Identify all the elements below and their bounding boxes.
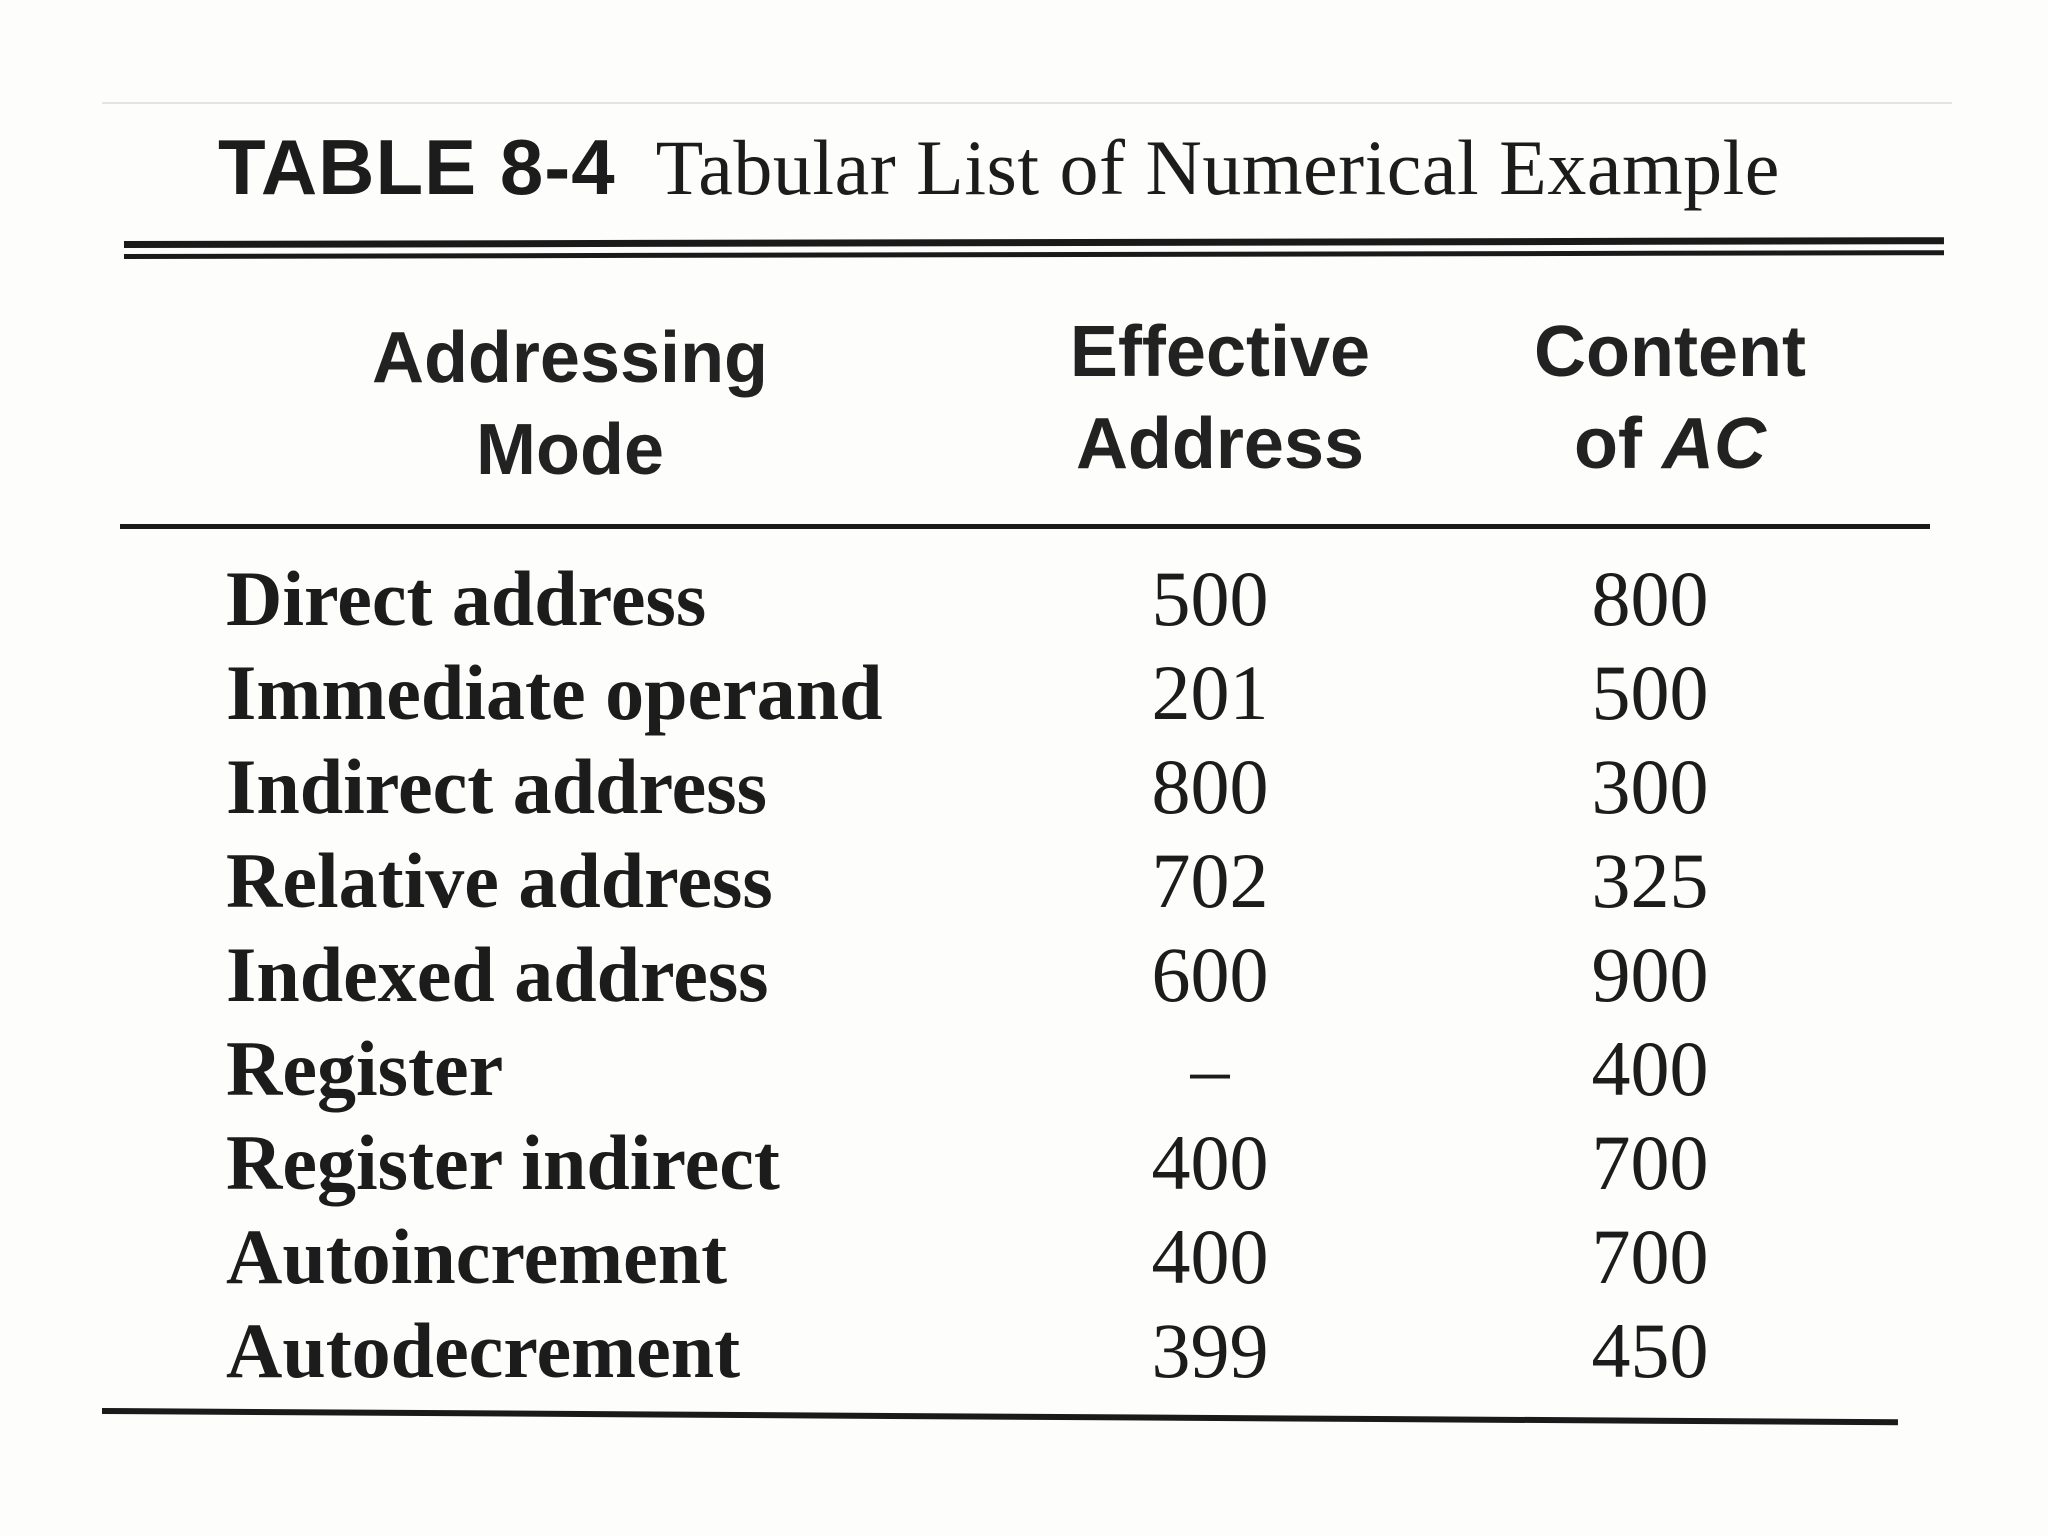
table-title: Tabular List of Numerical Example [655,124,1780,211]
cell-content-of-ac: 500 [1591,649,1709,736]
table-row [0,1116,2048,1210]
column-header-ac-register: AC [1661,404,1766,484]
table-row [0,646,2048,740]
table-row [0,1304,2048,1398]
table-row [0,1022,2048,1116]
cell-effective-address: 500 [1151,555,1269,642]
cell-content-of-ac: 700 [1591,1119,1709,1206]
table-caption [218,122,1780,213]
cell-addressing-mode: Register indirect [226,1119,780,1206]
cell-content-of-ac: 700 [1591,1213,1709,1300]
column-header-line: Addressing [371,318,769,398]
cell-content-of-ac: 325 [1591,837,1709,924]
cell-addressing-mode: Relative address [226,837,773,924]
cell-effective-address: 800 [1151,743,1269,830]
table-body [0,552,2048,1398]
table-row [0,834,2048,928]
column-header-line: Mode [476,410,664,490]
cell-effective-address: 600 [1151,931,1269,1018]
cell-content-of-ac: 900 [1591,931,1709,1018]
table-row [0,552,2048,646]
cell-addressing-mode: Indexed address [226,931,769,1018]
column-header-line: Effective [1069,312,1371,392]
cell-content-of-ac: 300 [1591,743,1709,830]
cell-content-of-ac: 800 [1591,555,1709,642]
column-header-line [1470,398,1870,490]
cell-addressing-mode: Immediate operand [226,649,883,736]
table-row [0,1210,2048,1304]
cell-content-of-ac: 450 [1591,1307,1709,1394]
column-header-line: Content [1534,312,1806,392]
cell-effective-address: 702 [1151,837,1269,924]
cell-effective-address: – [1190,1025,1230,1112]
cell-content-of-ac: 400 [1591,1025,1709,1112]
column-header-effective-address [1020,306,1420,490]
cell-addressing-mode: Autodecrement [226,1307,741,1394]
cell-effective-address: 201 [1151,649,1269,736]
cell-addressing-mode: Indirect address [226,743,768,830]
table-bottom-rule [102,1408,1898,1425]
column-header-content-of-ac [1470,306,1870,490]
column-header-of: of [1574,404,1642,484]
column-header-addressing-mode [330,312,810,496]
cell-addressing-mode: Register [226,1025,504,1112]
cell-addressing-mode: Direct address [226,555,707,642]
header-top-double-rule [124,237,1944,259]
page-top-edge [102,102,1952,104]
cell-effective-address: 400 [1151,1213,1269,1300]
header-bottom-rule [120,524,1930,529]
table-number: TABLE 8-4 [218,123,616,211]
cell-effective-address: 399 [1151,1307,1269,1394]
cell-effective-address: 400 [1151,1119,1269,1206]
table-row [0,928,2048,1022]
table-row [0,740,2048,834]
column-header-line: Address [1075,404,1365,484]
cell-addressing-mode: Autoincrement [226,1213,728,1300]
